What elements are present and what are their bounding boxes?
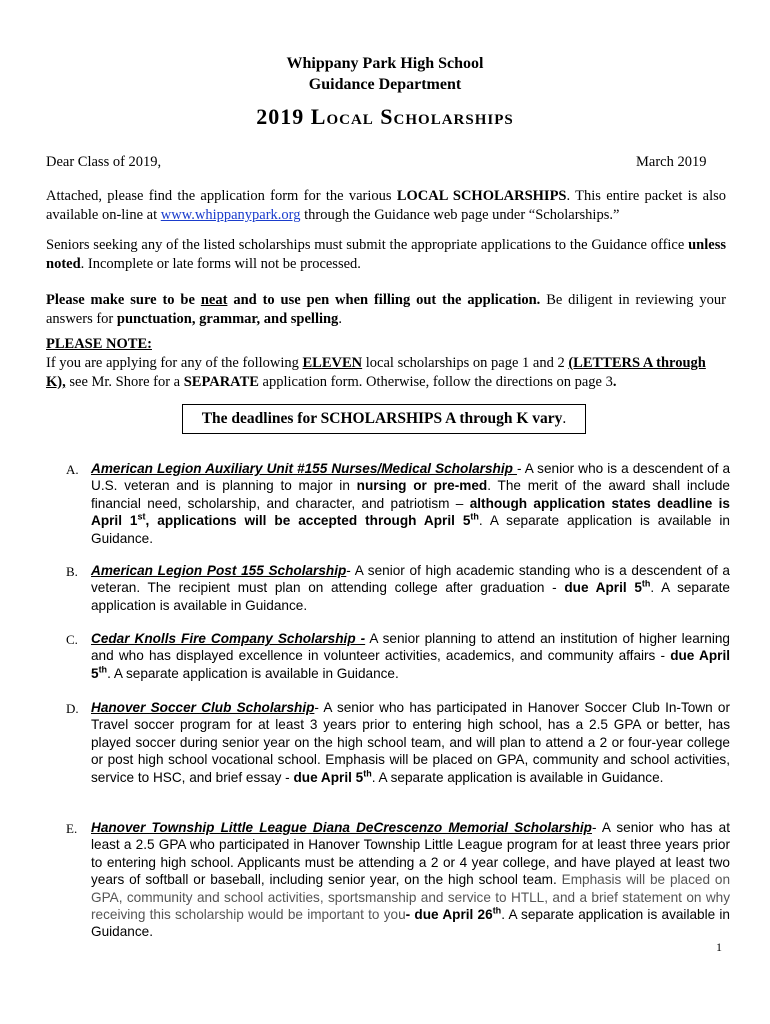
item-letter: A. xyxy=(66,462,79,477)
website-link[interactable]: www.whippanypark.org xyxy=(160,207,301,223)
scholarship-title: American Legion Post 155 Scholarship xyxy=(91,563,347,578)
neatness-paragraph: Please make sure to be neat and to use pen when filling out the application. Be diligent in reviewing your answers for punctuation, grammar, and spelling. xyxy=(46,292,726,327)
scholarship-item-a: A. American Legion Auxiliary Unit #155 Nurses/Medical Scholarship - A senior who is a descendent of a U.S. veteran and is planning to major in nursing or pre-med. The merit of the award shall include financial need, scholarship, and character, and patriotism – although application states deadline is April 1st, applications will be accepted through April 5th. A separate application is available in Guidance. xyxy=(66,461,731,546)
department-name: Guidance Department xyxy=(308,76,462,93)
scholarship-item-d: D. Hanover Soccer Club Scholarship- A senior who has participated in Hanover Soccer Club In-Town or Travel soccer program for at least 3 years prior to entering high school, has a 2.5 GPA or better, has played soccer during senior year on the high school team, and will plan to attend a 2 or four-year college or post high school vocational school. Emphasis will be placed on GPA, community and school activities, service to HSC, and brief essay - due April 5th. A separate application is available in Guidance. xyxy=(66,700,730,785)
deadline-notice-box: The deadlines for SCHOLARSHIPS A through K vary. xyxy=(182,404,586,434)
scholarship-item-c: C. Cedar Knolls Fire Company Scholarship - A senior planning to attend an institution of higher learning and who has displayed excellence in volunteer activities, academics, and community affairs - due April 5th. A separate application is available in Guidance. xyxy=(66,631,730,681)
scholarship-item-b: B. American Legion Post 155 Scholarship- A senior of high academic standing who is a descendent of a veteran. The recipient must plan on attending college after graduation - due April 5th. A separate application is available in Guidance. xyxy=(66,563,730,613)
scholarship-title: Cedar Knolls Fire Company Scholarship - xyxy=(91,631,366,646)
scholarship-item-e: E. Hanover Township Little League Diana DeCrescenzo Memorial Scholarship- A senior who has at least a 2.5 GPA who participated in Hanover Township Little League program for at least three years prior to entering high school. Applicants must be attending a 2 or 4 year college, and have played at least two years of softball or baseball, including senior year, on the high school team. Emphasis will be placed on GPA, community and school activities, sportsmanship and service to HTLL, and a brief statement on why receiving this scholarship would be important to you- due April 26th. A separate application is available in Guidance. xyxy=(66,820,731,940)
please-note-paragraph: If you are applying for any of the following ELEVEN local scholarships on page 1 and 2 (LETTERS A through K), see Mr. Shore for a SEPARATE application form. Otherwise, follow the directions on page 3. xyxy=(46,355,706,390)
page-number: 1 xyxy=(716,940,722,954)
letter-date: March 2019 xyxy=(636,154,707,170)
scholarship-title: Hanover Township Little League Diana DeCrescenzo Memorial Scholarship xyxy=(91,820,592,835)
scholarship-title: Hanover Soccer Club Scholarship xyxy=(91,700,315,715)
intro-paragraph: Attached, please find the application form for the various LOCAL SCHOLARSHIPS. This entire packet is also available on-line at www.whippanypark.org through the Guidance web page under “Scholarships.” xyxy=(46,188,726,223)
greeting: Dear Class of 2019, xyxy=(46,154,162,170)
school-name: Whippany Park High School xyxy=(286,55,484,72)
submission-paragraph: Seniors seeking any of the listed scholarships must submit the appropriate applications to the Guidance office unless noted. Incomplete or late forms will not be processed. xyxy=(46,237,726,272)
item-letter: D. xyxy=(66,701,79,716)
scholarship-title: American Legion Auxiliary Unit #155 Nurses/Medical Scholarship xyxy=(91,461,517,476)
item-letter: C. xyxy=(66,632,78,647)
item-letter: E. xyxy=(66,821,78,836)
please-note-heading: PLEASE NOTE: xyxy=(46,336,152,352)
page-title: 2019 Local Scholarships xyxy=(256,104,514,129)
item-letter: B. xyxy=(66,564,78,579)
